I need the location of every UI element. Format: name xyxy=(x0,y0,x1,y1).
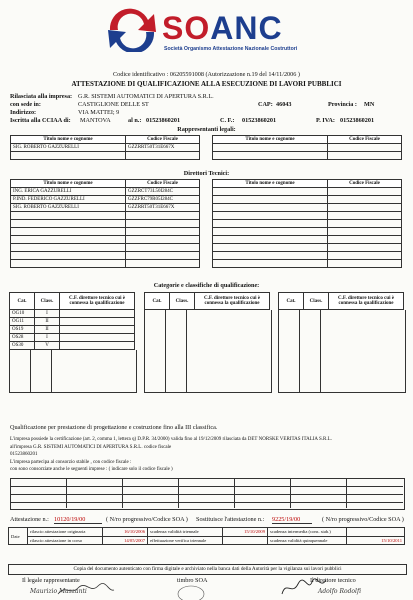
cat-col-cat: Cat. xyxy=(10,293,35,310)
provincia-label: Provincia : xyxy=(328,101,357,108)
table-row xyxy=(11,252,200,260)
legale-title: Il legale rappresentante xyxy=(22,577,80,584)
piva-label: P. IVA: xyxy=(316,117,335,124)
certificazione-line-2: all'impresa G.R. SISTEMI AUTOMATICI DI APERTURA S.R.L. codice fiscale xyxy=(10,444,172,450)
cap-label: CAP: xyxy=(258,101,273,108)
table-row xyxy=(10,334,135,342)
company-name: G.R. SISTEMI AUTOMATICI DI APERTURA S.R.L. xyxy=(78,93,214,100)
date-label-cell: scadenza intermedia (cons. stab.) xyxy=(268,528,347,537)
cat-col-cf: C.F. direttore tecnico cui è connessa la qualificazione xyxy=(60,293,135,310)
table-row xyxy=(213,212,402,220)
categorie-table-1 xyxy=(9,292,135,350)
table-row xyxy=(213,228,402,236)
table-row xyxy=(213,204,402,212)
cat-col-class-3: Class. xyxy=(304,293,329,310)
legali-table-right xyxy=(212,135,402,160)
identification-code: Codice identificativo : 06205591008 (Autorizzazione n.19 del 14/11/2006 ) xyxy=(113,71,300,78)
rilasciata-label: Rilasciata alla impresa: xyxy=(10,93,73,100)
category-code: OG10 xyxy=(10,310,35,318)
date-label-cell: rilascio attestazione in corso xyxy=(28,536,103,545)
table-row xyxy=(213,188,402,196)
legali-table-left xyxy=(10,135,200,160)
category-class: I xyxy=(35,334,60,342)
categorie-table-1-empty xyxy=(9,350,137,393)
legali-name: SIG. ROBERTO GAZZURELLI xyxy=(11,144,126,152)
logo-arrows-icon xyxy=(104,8,160,52)
date-label-cell: effettuazione verifica triennale xyxy=(148,536,223,545)
legale-signature-icon xyxy=(56,582,116,598)
tecnico-name: P.IND. FEDERICO GAZZURELLI xyxy=(11,196,126,204)
table-row xyxy=(10,310,135,318)
category-code: OS30 xyxy=(10,342,35,350)
tecnici-col-name-2: Titolo nome e cognome xyxy=(213,180,328,188)
indirizzo-label: Indirizzo: xyxy=(10,109,37,116)
al-n-label: al n.: xyxy=(128,117,142,124)
table-row xyxy=(213,260,402,268)
tecnico-code: GZZRRT50T31E667X xyxy=(126,204,200,212)
table-row xyxy=(10,318,135,326)
tecnici-table-left xyxy=(10,179,200,268)
date-value-cell: 14/05/2007 xyxy=(103,536,148,545)
certificazione-line-4: L'impresa partecipa al consorzio stabile , con codice fiscale : xyxy=(10,459,132,465)
legali-title: Rappresentanti legali: xyxy=(177,126,236,133)
dates-label: Date xyxy=(9,528,28,545)
cat-col-class: Class. xyxy=(35,293,60,310)
table-row xyxy=(213,152,402,160)
soa-stamp-icon xyxy=(176,584,206,600)
date-label-cell: scadenza validità triennale xyxy=(148,528,223,537)
cf-label: C. F.: xyxy=(220,117,235,124)
table-row xyxy=(213,236,402,244)
sostituisce-label: Sostituisce l'attestazione n.: xyxy=(196,516,265,523)
tecnico-name: ING. ERICA GAZZURELLI xyxy=(11,188,126,196)
tecnici-col-code: Codice Fiscale xyxy=(126,180,200,188)
certificazione-line-1: L'impresa possiede la certificazione (art. 2, comma 1, lettera q) D.P.R. 34/2000) valida fino al 19/12/2009 rilasciata da DET NORSKE VERITAS ITALIA S.R.L. xyxy=(10,437,332,442)
categorie-table-2 xyxy=(144,292,270,310)
date-value-cell: 15/10/2011 xyxy=(347,536,405,545)
table-row xyxy=(11,152,200,160)
tecnico-title: Il direttore tecnico xyxy=(310,577,356,584)
table-row xyxy=(213,244,402,252)
table-row xyxy=(213,220,402,228)
table-row xyxy=(10,326,135,334)
table-row xyxy=(11,212,200,220)
provincia-value: MN xyxy=(364,101,375,108)
logo-wordmark: SOANC xyxy=(162,10,283,46)
dates-table xyxy=(8,527,405,545)
table-row xyxy=(11,144,200,152)
tecnico-name: SIG. ROBERTO GAZZURELLI xyxy=(11,204,126,212)
tecnici-col-code-2: Codice Fiscale xyxy=(328,180,402,188)
category-class: V xyxy=(35,342,60,350)
tecnico-name-signature: Adolfo Rodolfi xyxy=(318,588,361,595)
piva-value: 01523860201 xyxy=(340,117,375,124)
table-row xyxy=(11,244,200,252)
cat-col-cf-2: C.F. direttore tecnico cui è connessa la qualificazione xyxy=(195,293,270,310)
categorie-table-2-body xyxy=(144,310,272,393)
certificazione-line-5: con sono consorziate anche le seguenti imprese : ( indicare solo il codice fiscale ) xyxy=(10,467,173,473)
indirizzo-value: VIA MATTEI; 9 xyxy=(78,109,120,116)
soanc-logo xyxy=(104,8,324,58)
cciaa-label: Iscritta alla CCIAA di: xyxy=(10,117,71,124)
cat-col-cat-3: Cat. xyxy=(279,293,304,310)
tecnico-code: GZZRCT73L50I284C xyxy=(126,188,200,196)
cat-col-cat-2: Cat. xyxy=(145,293,170,310)
legali-col-code-2: Codice Fiscale xyxy=(328,136,402,144)
categorie-title: Categorie e classifiche di qualificazione: xyxy=(153,282,260,289)
table-row xyxy=(11,228,200,236)
sede-label: con sede in: xyxy=(10,101,41,108)
legali-code: GZZRRT50T31E667X xyxy=(126,144,200,152)
table-row xyxy=(11,260,200,268)
date-value-cell: 15/10/2009 xyxy=(223,528,268,537)
document-title: ATTESTAZIONE DI QUALIFICAZIONE ALLA ESECUZIONE DI LAVORI PUBBLICI xyxy=(71,80,342,88)
table-row xyxy=(213,196,402,204)
category-class: II xyxy=(35,318,60,326)
sede-value: CASTIGLIONE DELLE ST xyxy=(78,101,149,108)
tecnici-col-name: Titolo nome e cognome xyxy=(11,180,126,188)
table-row xyxy=(213,252,402,260)
date-label-cell: rilascio attestazione originaria xyxy=(28,528,103,537)
category-code: OG11 xyxy=(10,318,35,326)
date-label-cell: scadenza validità quinquennale xyxy=(268,536,347,545)
categorie-table-3 xyxy=(278,292,404,310)
legali-col-name-2: Titolo nome e cognome xyxy=(213,136,328,144)
attestazione-progressivo-2: ( N/ro progressivo/Codice SOA ) xyxy=(322,516,404,523)
table-row xyxy=(9,528,405,537)
timbro-soa-label: timbro SOA xyxy=(177,577,208,584)
table-row xyxy=(11,196,200,204)
cat-col-cf-3: C.F. direttore tecnico cui è connessa la qualificazione xyxy=(329,293,404,310)
footer-notice: Copia del documento autenticato con firma digitale e archiviato nella banca dati della Autorità per la vigilanza sui lavori pubblici xyxy=(8,564,407,575)
category-class: I xyxy=(35,310,60,318)
cap-value: 46043 xyxy=(276,101,292,108)
logo-subtitle: Società Organismo Attestazione Nazionale Costruttori xyxy=(164,46,298,52)
tecnico-code: GZZFRC79R05I284C xyxy=(126,196,200,204)
date-value-cell xyxy=(223,536,268,545)
tecnico-signature-icon xyxy=(278,576,328,598)
cat-col-class-2: Class. xyxy=(170,293,195,310)
attestazione-label: Attestazione n.: xyxy=(10,516,49,523)
legale-name: Maurizio Mazzanti xyxy=(30,588,87,595)
tecnici-table-right xyxy=(212,179,402,268)
attestazione-progressivo: ( N/ro progressivo/Codice SOA ) xyxy=(106,516,188,523)
category-code: OS28 xyxy=(10,334,35,342)
table-row xyxy=(11,220,200,228)
attestazione-number: 10120/19/00 xyxy=(54,516,102,524)
tecnici-title: Direttori Tecnici: xyxy=(183,170,230,177)
legali-col-code: Codice Fiscale xyxy=(126,136,200,144)
table-row xyxy=(11,236,200,244)
table-row xyxy=(11,188,200,196)
legali-col-name: Titolo nome e cognome xyxy=(11,136,126,144)
qualification-text: Qualificazione per prestazione di progettazione e costruzione fino alla III classifica. xyxy=(10,424,218,431)
date-value-cell xyxy=(347,528,405,537)
al-n-value: 01523860201 xyxy=(146,117,181,124)
category-code: OS19 xyxy=(10,326,35,334)
cf-value: 01523860201 xyxy=(242,117,277,124)
category-class: II xyxy=(35,326,60,334)
table-row xyxy=(10,342,135,350)
old-attestazione-number: 9225/19/00 xyxy=(272,516,312,524)
table-row xyxy=(213,144,402,152)
table-row xyxy=(11,204,200,212)
certificazione-line-3: 01523860201 xyxy=(10,452,38,458)
cciaa-value: MANTOVA xyxy=(80,117,111,124)
categorie-table-3-body xyxy=(278,310,406,393)
date-value-cell: 16/10/2006 xyxy=(103,528,148,537)
certificazione-block xyxy=(10,436,332,474)
table-row xyxy=(9,536,405,545)
